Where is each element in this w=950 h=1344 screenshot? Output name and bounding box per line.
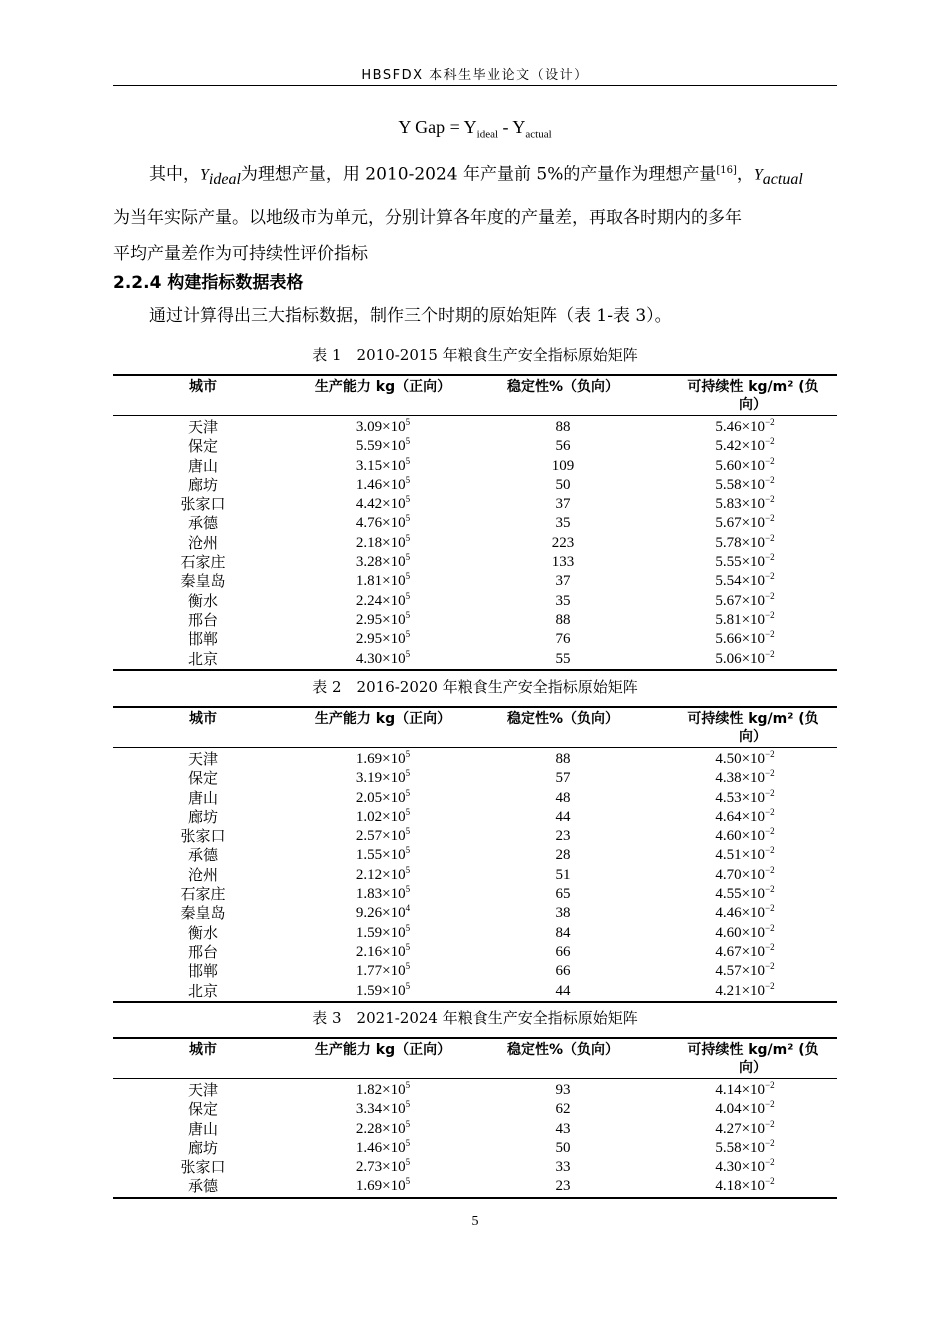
var-y-ideal: Y — [200, 166, 209, 184]
table-2 — [113, 706, 837, 1003]
cell-city: 唐山 — [187, 1119, 218, 1138]
cell-capacity: $3.34\times 10^5$ — [355, 1099, 411, 1118]
cell-capacity: $1.02\times 10^5$ — [355, 806, 411, 825]
table-row — [113, 1079, 837, 1101]
cell-stability: 37 — [555, 573, 571, 590]
table-row — [113, 437, 837, 456]
cell-capacity: $4.42\times 10^5$ — [355, 494, 411, 513]
cell-capacity: $4.76\times 10^5$ — [355, 513, 411, 532]
cell-city: 承德 — [187, 846, 218, 865]
cell-city: 北京 — [187, 981, 218, 1000]
cell-capacity: $2.28\times 10^5$ — [355, 1118, 411, 1137]
cell-sustainability: $5.60\times 10^{-2}$ — [715, 455, 775, 474]
cell-stability: 44 — [555, 808, 571, 825]
cell-sustainability: $5.67\times 10^{-2}$ — [715, 513, 775, 532]
cell-sustainability: $4.60\times 10^{-2}$ — [715, 922, 775, 941]
col-sustainability: 可持续性 kg/m² (负向） — [653, 707, 837, 748]
var-y-actual: Y — [753, 166, 763, 184]
running-header: HBSFDX 本科生毕业论文（设计） — [361, 68, 589, 83]
cell-stability: 35 — [555, 592, 571, 609]
cell-city: 唐山 — [187, 456, 218, 475]
cell-city: 廊坊 — [187, 1138, 218, 1157]
cell-city: 唐山 — [187, 788, 218, 807]
cell-city: 邢台 — [187, 942, 218, 961]
paragraph-definition — [113, 153, 837, 272]
cell-capacity: $1.77\times 10^5$ — [355, 961, 411, 980]
cell-sustainability: $4.21\times 10^{-2}$ — [715, 980, 775, 999]
cell-capacity: $3.19\times 10^5$ — [355, 768, 411, 787]
cell-stability: 76 — [555, 631, 571, 648]
cell-city: 保定 — [187, 769, 218, 788]
table-row — [113, 885, 837, 904]
cell-stability: 223 — [551, 534, 575, 551]
table-header-row — [113, 1038, 837, 1079]
cell-capacity: $1.59\times 10^5$ — [355, 980, 411, 999]
table-row — [113, 808, 837, 827]
page-number: 5 — [471, 1214, 479, 1229]
cell-stability: 88 — [555, 419, 571, 435]
cell-capacity: $3.15\times 10^5$ — [355, 455, 411, 474]
cell-city: 天津 — [187, 750, 218, 768]
cell-sustainability: $5.58\times 10^{-2}$ — [715, 474, 775, 493]
cell-capacity: $1.46\times 10^5$ — [355, 1137, 411, 1156]
cell-city: 廊坊 — [187, 475, 218, 494]
cell-city: 张家口 — [180, 1158, 226, 1177]
cell-sustainability: $4.04\times 10^{-2}$ — [715, 1099, 775, 1118]
cell-sustainability: $5.78\times 10^{-2}$ — [715, 532, 775, 551]
cell-city: 北京 — [187, 649, 218, 668]
col-capacity: 生产能力 kg（正向） — [293, 1038, 473, 1079]
table-row — [113, 1100, 837, 1119]
col-sustainability: 可持续性 kg/m² (负向） — [653, 375, 837, 416]
cell-stability: 88 — [555, 751, 571, 767]
cell-stability: 55 — [555, 650, 571, 667]
table-row — [113, 789, 837, 808]
cell-city: 石家庄 — [180, 553, 226, 572]
cell-stability: 28 — [555, 847, 571, 864]
col-capacity: 生产能力 kg（正向） — [293, 707, 473, 748]
col-city: 城市 — [113, 707, 293, 748]
cell-sustainability: $5.66\times 10^{-2}$ — [715, 629, 775, 648]
cell-stability: 23 — [555, 828, 571, 845]
cell-stability: 38 — [555, 905, 571, 922]
table-3 — [113, 1037, 837, 1199]
cell-stability: 66 — [555, 963, 571, 980]
formula-lhs: Y Gap — [398, 117, 446, 137]
cell-sustainability: $4.60\times 10^{-2}$ — [715, 826, 775, 845]
table-header-row — [113, 375, 837, 416]
cell-sustainability: $5.54\times 10^{-2}$ — [715, 571, 775, 590]
cell-capacity: $1.83\times 10^5$ — [355, 884, 411, 903]
col-city: 城市 — [113, 375, 293, 416]
section-heading: 2.2.4 构建指标数据表格 — [113, 273, 304, 293]
cell-city: 衡水 — [187, 591, 218, 610]
cell-stability: 57 — [555, 770, 571, 787]
cell-stability: 56 — [555, 438, 571, 455]
cell-capacity: $2.57\times 10^5$ — [355, 826, 411, 845]
cell-sustainability: $5.81\times 10^{-2}$ — [715, 609, 775, 628]
table-row — [113, 846, 837, 865]
cell-capacity: $2.95\times 10^5$ — [355, 629, 411, 648]
header-rule — [113, 85, 837, 86]
cell-capacity: $2.73\times 10^5$ — [355, 1157, 411, 1176]
table-row — [113, 943, 837, 962]
table-row — [113, 827, 837, 846]
cell-sustainability: $4.57\times 10^{-2}$ — [715, 961, 775, 980]
cell-capacity: $2.05\times 10^5$ — [355, 787, 411, 806]
cell-city: 沧州 — [187, 865, 218, 884]
cell-capacity: $1.46\times 10^5$ — [355, 474, 411, 493]
cell-city: 保定 — [187, 437, 218, 456]
table-row — [113, 924, 837, 943]
col-capacity: 生产能力 kg（正向） — [293, 375, 473, 416]
cell-sustainability: $4.14\times 10^{-2}$ — [715, 1080, 775, 1098]
table-row — [113, 553, 837, 572]
table-row — [113, 630, 837, 649]
table-row — [113, 534, 837, 553]
cell-capacity: $2.16\times 10^5$ — [355, 941, 411, 960]
para1-text-a: 其中， — [149, 164, 200, 185]
cell-stability: 51 — [555, 866, 571, 883]
cell-stability: 37 — [555, 496, 571, 513]
table2-caption: 表 2 2016-2020 年粮食生产安全指标原始矩阵 — [312, 678, 638, 696]
cell-sustainability: $4.27\times 10^{-2}$ — [715, 1118, 775, 1137]
cell-sustainability: $5.55\times 10^{-2}$ — [715, 552, 775, 571]
formula-y-ideal: Y — [463, 117, 477, 137]
cell-capacity: $2.95\times 10^5$ — [355, 609, 411, 628]
paragraph-intro: 通过计算得出三大指标数据，制作三个时期的原始矩阵（表 1-表 3）。 — [149, 306, 672, 326]
cell-sustainability: $5.42\times 10^{-2}$ — [715, 436, 775, 455]
table-row — [113, 904, 837, 923]
cell-stability: 23 — [555, 1178, 571, 1195]
cell-stability: 50 — [555, 1139, 571, 1156]
cell-sustainability: $4.70\times 10^{-2}$ — [715, 864, 775, 883]
cell-city: 保定 — [187, 1100, 218, 1119]
table-row — [113, 748, 837, 770]
table-row — [113, 476, 837, 495]
table-row — [113, 982, 837, 1002]
cell-capacity: $9.26\times 10^4$ — [355, 903, 411, 922]
table-row — [113, 1120, 837, 1139]
cell-stability: 43 — [555, 1120, 571, 1137]
cell-stability: 48 — [555, 789, 571, 806]
cell-stability: 93 — [555, 1082, 571, 1098]
cell-capacity: $4.30\times 10^5$ — [355, 648, 411, 667]
cell-capacity: $1.81\times 10^5$ — [355, 571, 411, 590]
cell-sustainability: $5.46\times 10^{-2}$ — [715, 417, 775, 435]
cell-stability: 66 — [555, 943, 571, 960]
cell-capacity: $2.12\times 10^5$ — [355, 864, 411, 883]
cell-sustainability: $4.30\times 10^{-2}$ — [715, 1157, 775, 1176]
cell-city: 邯郸 — [187, 962, 218, 981]
cell-capacity: $3.28\times 10^5$ — [355, 552, 411, 571]
cell-city: 邯郸 — [187, 630, 218, 649]
formula-equals: = — [449, 117, 460, 137]
table-row — [113, 650, 837, 670]
cell-sustainability: $4.55\times 10^{-2}$ — [715, 884, 775, 903]
cell-stability: 133 — [551, 554, 575, 571]
cell-sustainability: $4.51\times 10^{-2}$ — [715, 845, 775, 864]
cell-city: 邢台 — [187, 610, 218, 629]
cell-capacity: $5.59\times 10^5$ — [355, 436, 411, 455]
formula-y-actual: Y — [512, 117, 526, 137]
cell-capacity: $1.69\times 10^5$ — [355, 749, 411, 767]
table-row — [113, 962, 837, 981]
table-row — [113, 416, 837, 438]
cell-sustainability: $4.53\times 10^{-2}$ — [715, 787, 775, 806]
cell-city: 秦皇岛 — [180, 572, 226, 591]
cell-stability: 33 — [555, 1159, 571, 1176]
yield-gap-formula — [113, 117, 837, 141]
col-sustainability: 可持续性 kg/m² (负向） — [653, 1038, 837, 1079]
cell-capacity: $1.59\times 10^5$ — [355, 922, 411, 941]
cell-city: 承德 — [187, 514, 218, 533]
cell-capacity: $1.55\times 10^5$ — [355, 845, 411, 864]
cell-stability: 65 — [555, 886, 571, 903]
cell-city: 石家庄 — [180, 885, 226, 904]
table-row — [113, 1158, 837, 1177]
cell-city: 廊坊 — [187, 807, 218, 826]
table-row — [113, 611, 837, 630]
var-sub-ideal: ideal — [208, 171, 241, 189]
cell-city: 天津 — [187, 418, 218, 436]
cell-stability: 50 — [555, 476, 571, 493]
table3-caption: 表 3 2021-2024 年粮食生产安全指标原始矩阵 — [312, 1009, 638, 1027]
cell-sustainability: $5.06\times 10^{-2}$ — [715, 648, 775, 667]
cell-city: 承德 — [187, 1177, 218, 1196]
para1-line1 — [113, 153, 837, 200]
formula-sub-actual: actual — [525, 128, 552, 141]
para1-text-b: 为理想产量，用 2010-2024 年产量前 5%的产量作为理想产量 — [240, 164, 717, 185]
cell-sustainability: $5.67\times 10^{-2}$ — [715, 590, 775, 609]
cell-stability: 35 — [555, 515, 571, 532]
cell-sustainability: $4.46\times 10^{-2}$ — [715, 903, 775, 922]
table-1 — [113, 374, 837, 671]
table-row — [113, 769, 837, 788]
para1-line2: 为当年实际产量。以地级市为单元，分别计算各年度的产量差，再取各时期内的多年 — [113, 208, 742, 229]
para1-line3: 平均产量差作为可持续性评价指标 — [113, 244, 368, 265]
var-sub-actual: actual — [762, 171, 803, 189]
table-row — [113, 495, 837, 514]
cell-sustainability: $4.18\times 10^{-2}$ — [715, 1176, 775, 1195]
formula-minus: - — [502, 117, 509, 137]
cell-city: 天津 — [187, 1081, 218, 1099]
cell-sustainability: $4.50\times 10^{-2}$ — [715, 749, 775, 767]
cell-capacity: $2.24\times 10^5$ — [355, 590, 411, 609]
citation-16: [16] — [716, 165, 737, 176]
cell-city: 衡水 — [187, 923, 218, 942]
table1-caption: 表 1 2010-2015 年粮食生产安全指标原始矩阵 — [312, 346, 638, 364]
col-stability: 稳定性%（负向） — [473, 1038, 653, 1079]
cell-city: 沧州 — [187, 533, 218, 552]
cell-sustainability: $4.38\times 10^{-2}$ — [715, 768, 775, 787]
cell-stability: 88 — [555, 611, 571, 628]
cell-capacity: $2.18\times 10^5$ — [355, 532, 411, 551]
cell-capacity: $3.09\times 10^5$ — [355, 417, 411, 435]
cell-city: 张家口 — [180, 495, 226, 514]
cell-sustainability: $4.64\times 10^{-2}$ — [715, 806, 775, 825]
table-row — [113, 592, 837, 611]
cell-city: 秦皇岛 — [180, 904, 226, 923]
cell-sustainability: $5.83\times 10^{-2}$ — [715, 494, 775, 513]
table-row — [113, 457, 837, 476]
col-stability: 稳定性%（负向） — [473, 707, 653, 748]
formula-sub-ideal: ideal — [476, 128, 499, 141]
table-row — [113, 514, 837, 533]
col-stability: 稳定性%（负向） — [473, 375, 653, 416]
cell-sustainability: $4.67\times 10^{-2}$ — [715, 941, 775, 960]
col-city: 城市 — [113, 1038, 293, 1079]
cell-sustainability: $5.58\times 10^{-2}$ — [715, 1137, 775, 1156]
table-row — [113, 572, 837, 591]
table-row — [113, 1139, 837, 1158]
table-row — [113, 1177, 837, 1197]
cell-stability: 44 — [555, 982, 571, 999]
cell-stability: 109 — [551, 457, 575, 474]
table-row — [113, 866, 837, 885]
cell-capacity: $1.69\times 10^5$ — [355, 1176, 411, 1195]
cell-stability: 62 — [555, 1101, 571, 1118]
table-header-row — [113, 707, 837, 748]
cell-stability: 84 — [555, 924, 571, 941]
cell-city: 张家口 — [180, 827, 226, 846]
cell-capacity: $1.82\times 10^5$ — [355, 1080, 411, 1098]
para1-text-c: ， — [736, 164, 754, 185]
